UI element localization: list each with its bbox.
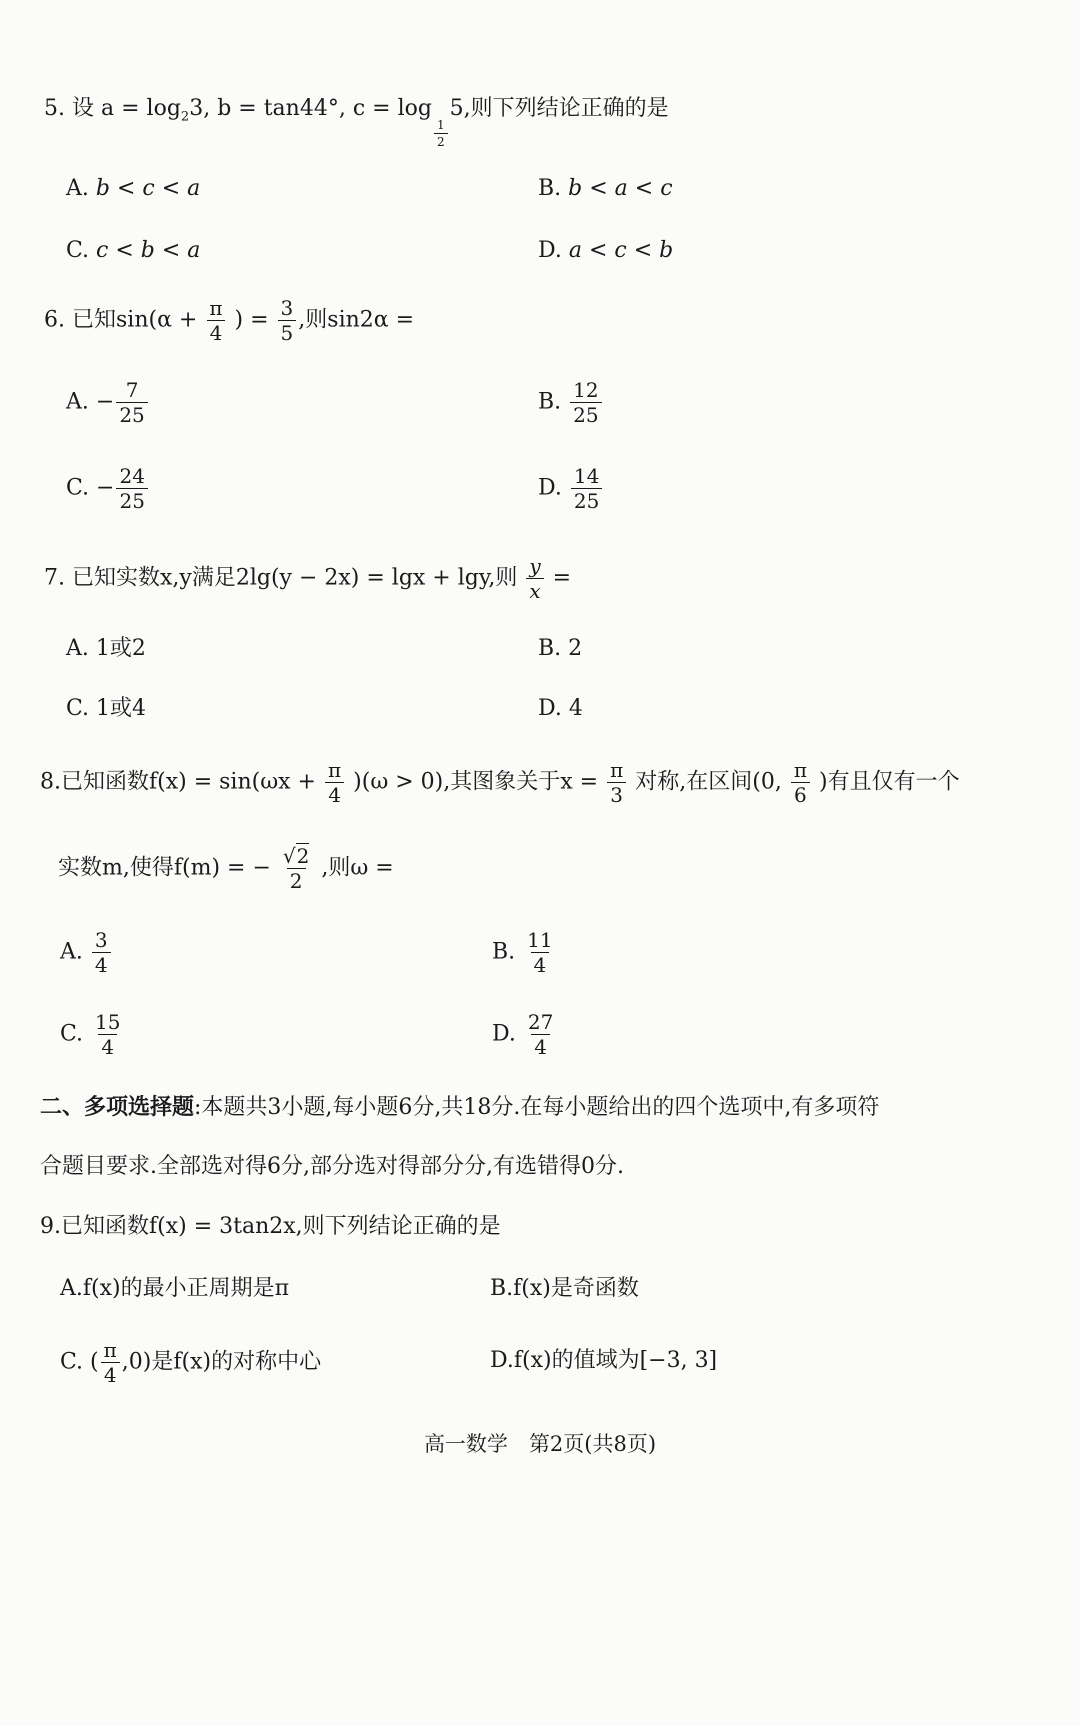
q6-stem: 6. 已知sin(α + $\frac{\pi}{4}$ ) = $\frac{3}{5}$ ,则sin2α =: [44, 296, 415, 345]
q5-option-b: B. b < a < c: [538, 176, 673, 201]
q9-option-b: B.f(x)是奇函数: [490, 1276, 639, 1301]
page-footer: 高一数学 第2页(共8页): [423, 1432, 657, 1456]
q8-option-c: C. $\frac{15}{4}$: [60, 1010, 121, 1059]
section2-instructions-line1: 二、多项选择题:本题共3小题,每小题6分,共18分.在每小题给出的四个选项中,有多项符: [40, 1094, 880, 1120]
q5-option-a: A. b < c < a: [66, 176, 201, 201]
q8-option-d: D. $\frac{27}{4}$: [492, 1010, 554, 1059]
q8-option-a: A. $\frac{3}{4}$: [60, 930, 113, 975]
section2-instructions-line2: 合题目要求.全部选对得6分,部分选对得部分分,有选错得0分.: [40, 1154, 624, 1179]
q9-option-a: A.f(x)的最小正周期是π: [60, 1276, 290, 1301]
q7-option-c: C. 1或4: [66, 696, 147, 721]
q6-option-a: A. − $\frac{7}{25}$: [66, 380, 150, 425]
q5-stem: 5. 设 $a = \log_23$, b = tan44°, c = log $\frac{1}{2}$ 5,则下列结论正确的是: [44, 96, 669, 149]
q9-stem: 9.已知函数f(x) = 3tan2x,则下列结论正确的是: [40, 1214, 501, 1239]
q5-option-c: C. c < b < a: [66, 238, 201, 263]
q9-option-d: D.f(x)的值域为[−3, 3]: [490, 1348, 718, 1373]
q8-stem-line1: 8.已知函数f(x) = sin(ωx + $\frac{\pi}{4}$ )(ω > 0),其图象关于x = $\frac{\pi}{3}$ 对称,在区间(0, $\frac{\pi}{6}$ )有且仅有一个: [40, 758, 960, 807]
q6-option-c: C. − $\frac{24}{25}$: [66, 466, 150, 511]
q8-option-b: B. $\frac{11}{4}$: [492, 928, 553, 977]
q8-stem-line2: 实数m,使得f(m) = − $\frac{√2}{2}$ ,则ω =: [58, 844, 394, 893]
section2-heading: 二、多项选择题: [40, 1094, 195, 1120]
q9-option-c: C. ( $\frac{\pi}{4}$ ,0)是f(x)的对称中心: [60, 1338, 322, 1387]
q6-option-d: D. $\frac{14}{25}$: [538, 466, 604, 511]
q7-option-a: A. 1或2: [66, 636, 146, 661]
q7-option-b: B. 2: [538, 636, 583, 661]
q6-option-b: B. $\frac{12}{25}$: [538, 380, 604, 425]
q5-option-d: D. a < c < b: [538, 238, 674, 263]
q7-option-d: D. 4: [538, 696, 583, 721]
q7-stem: 7. 已知实数x,y满足2lg(y − 2x) = lgx + lgy,则 $\frac{y}{x}$ =: [44, 554, 572, 603]
